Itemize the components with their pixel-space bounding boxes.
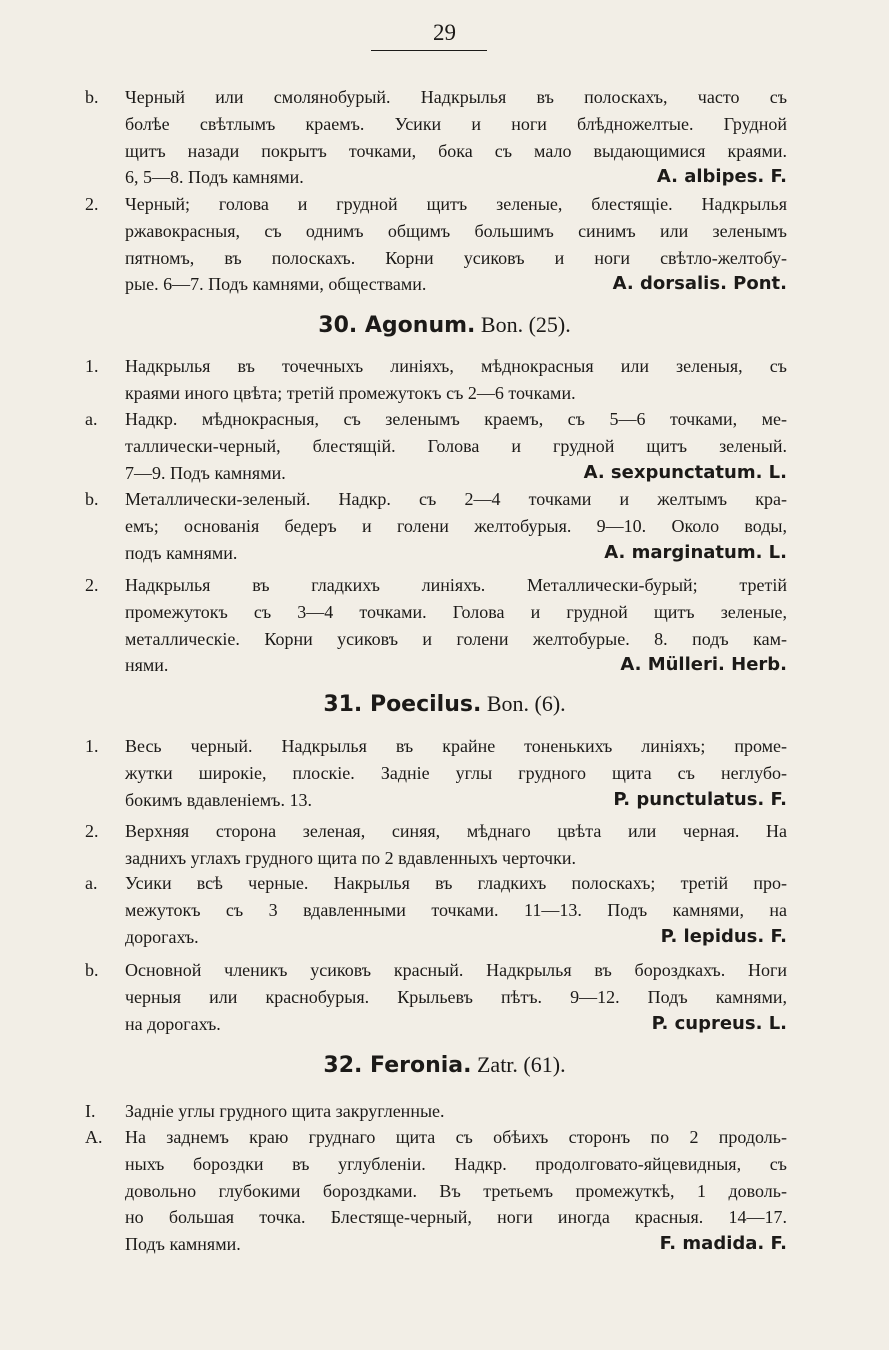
- entry-line: [85, 191, 787, 218]
- species-name: F. madida. F.: [659, 1233, 787, 1255]
- entry-line: [85, 486, 787, 513]
- entry-marker: I.: [85, 1101, 96, 1121]
- species-name: P. lepidus. F.: [660, 925, 787, 947]
- genus-name: 30. Agonum.: [318, 313, 476, 338]
- entry-text: металлическіе. Корни усиковъ и голени желтобурые. 8. подъ кам-: [125, 628, 787, 649]
- entry-text: Основной члeникъ усиковъ красный. Надкрылья въ бороздкахъ. Ноги: [125, 960, 787, 980]
- key-entry: [85, 818, 787, 872]
- key-entry: [85, 191, 787, 298]
- entry-line: [85, 957, 787, 984]
- entry-text: бокимъ вдавленіемъ. 13.: [125, 789, 312, 810]
- entry-text: На заднемъ краю груднаго щита съ обѣихъ сторонъ по 2 продоль-: [125, 1127, 787, 1147]
- entry-text: рые. 6—7. Подъ камнями, обществами.: [125, 274, 427, 295]
- entry-text: Металлически-зеленый. Надкр. съ 2—4 точками и желтымъ кра-: [125, 489, 787, 509]
- entry-line: [85, 138, 787, 165]
- genus-heading: [0, 1052, 889, 1078]
- key-entry: [85, 353, 787, 407]
- entry-line: [85, 1204, 787, 1231]
- entry-marker: a.: [85, 409, 98, 429]
- entry-line: [85, 245, 787, 272]
- entry-line: [85, 513, 787, 540]
- entry-line: [85, 652, 787, 679]
- entry-line: [85, 1178, 787, 1205]
- species-name: A. dorsalis. Pont.: [612, 273, 787, 295]
- entry-text: на дорогахъ.: [125, 1013, 221, 1034]
- entry-line: [85, 924, 787, 951]
- entry-text: 7—9. Подъ камнями.: [125, 462, 286, 483]
- entry-text: жутки широкіе, плоскіе. Задніе углы грудного щита съ неглубо-: [125, 762, 787, 783]
- entry-marker: 2.: [85, 194, 99, 214]
- entry-text: Надкрылья въ гладкихъ линіяхъ. Металлически-бурый; третій: [125, 575, 787, 595]
- page-number-rule: [371, 50, 487, 51]
- entry-line: [85, 760, 787, 787]
- entry-line: [85, 845, 787, 872]
- key-entry: [85, 1124, 787, 1258]
- entry-line: [85, 787, 787, 814]
- entry-text: но большая точка. Блестяще-черный, ноги иногда красныя. 14—17.: [125, 1207, 787, 1228]
- entry-text: болѣе свѣтлымъ краемъ. Усики и ноги блѣдножелтые. Грудной: [125, 113, 787, 134]
- entry-marker: 2.: [85, 575, 99, 595]
- entry-text: черныя или краснобурыя. Крыльевъ пѣтъ. 9—12. Подъ камнями,: [125, 986, 787, 1007]
- entry-line: [85, 218, 787, 245]
- species-name: A. Mülleri. Herb.: [620, 654, 787, 676]
- entry-line: [85, 733, 787, 760]
- entry-text: емъ; основанія бедеръ и голени желтобурыя. 9—10. Около воды,: [125, 515, 787, 536]
- genus-author: Bon. (25).: [480, 312, 571, 337]
- entry-text: Верхняя сторона зеленая, синяя, мѣднаго цвѣта или черная. На: [125, 821, 787, 841]
- entry-marker: 1.: [85, 356, 99, 376]
- entry-line: [85, 626, 787, 653]
- entry-line: [85, 1124, 787, 1151]
- entry-text: Подъ камнями.: [125, 1234, 241, 1255]
- entry-marker: A.: [85, 1127, 103, 1147]
- page-number: 29: [433, 20, 456, 45]
- entry-text: ныхъ бороздки въ углубленіи. Надкр. продолговато-яйцевидныя, съ: [125, 1153, 787, 1174]
- entry-text: нями.: [125, 655, 169, 676]
- key-entry: [85, 406, 787, 486]
- entry-text: дорогахъ.: [125, 926, 199, 947]
- genus-author: Bon. (6).: [486, 691, 566, 716]
- entry-text: краями иного цвѣта; третій промежутокъ съ 2—6 точками.: [125, 382, 576, 403]
- genus-name: 31. Poecilus.: [323, 692, 482, 717]
- entry-text: промежутокъ съ 3—4 точками. Голова и грудной щитъ зеленые,: [125, 601, 787, 622]
- entry-text: Усики всѣ черные. Накрылья въ гладкихъ полоскахъ; третій про-: [125, 873, 787, 893]
- entry-marker: b.: [85, 489, 99, 509]
- entry-text: заднихъ углахъ грудного щита по 2 вдавленныхъ черточки.: [125, 847, 576, 868]
- key-entry: [85, 486, 787, 566]
- entry-marker: 2.: [85, 821, 99, 841]
- entry-line: [85, 1011, 787, 1038]
- entry-text: ржавокрасныя, съ однимъ общимъ большимъ синимъ или зеленымъ: [125, 220, 787, 241]
- species-name: A. marginatum. L.: [604, 541, 787, 563]
- species-name: A. sexpunctatum. L.: [583, 461, 787, 483]
- entry-text: подъ камнями.: [125, 542, 238, 563]
- species-name: P. cupreus. L.: [651, 1012, 787, 1034]
- entry-line: [85, 984, 787, 1011]
- key-entry: [85, 870, 787, 950]
- key-entry: [85, 572, 787, 679]
- entry-line: [85, 353, 787, 380]
- entry-text: Задніе углы грудного щита закругленные.: [125, 1101, 445, 1121]
- entry-line: [85, 164, 787, 191]
- entry-line: [85, 1151, 787, 1178]
- entry-line: [85, 818, 787, 845]
- genus-author: Zatr. (61).: [476, 1052, 566, 1077]
- entry-line: [85, 406, 787, 433]
- species-name: A. albipes. F.: [656, 166, 787, 188]
- entry-text: щитъ назади покрытъ точками, бока съ мало выдающимися краями.: [125, 140, 787, 161]
- entry-text: Весь черный. Надкрылья въ крайне тоненькихъ линіяхъ; проме-: [125, 736, 787, 756]
- entry-text: довольно глубокими бороздками. Въ третьемъ промежуткѣ, 1 доволь-: [125, 1180, 787, 1201]
- entry-line: [85, 599, 787, 626]
- entry-text: 6, 5—8. Подъ камнями.: [125, 167, 304, 188]
- key-entry: [85, 957, 787, 1037]
- entry-line: [85, 433, 787, 460]
- entry-text: Черный; голова и грудной щитъ зеленые, блестящіе. Надкрылья: [125, 194, 787, 214]
- entry-text: таллически-черный, блестящій. Голова и грудной щитъ зеленый.: [125, 435, 787, 456]
- entry-line: [85, 897, 787, 924]
- entry-marker: b.: [85, 960, 99, 980]
- entry-line: [85, 380, 787, 407]
- entry-line: [85, 1231, 787, 1258]
- entry-line: [85, 1098, 787, 1125]
- entry-text: Надкр. мѣднокрасныя, съ зеленымъ краемъ, съ 5—6 точками, ме-: [125, 409, 787, 429]
- entry-text: пятномъ, въ полоскахъ. Корни усиковъ и ноги свѣтло-желтобу-: [125, 247, 787, 268]
- key-entry: [85, 733, 787, 813]
- genus-name: 32. Feronia.: [323, 1053, 472, 1078]
- entry-text: Надкрылья въ точечныхъ линіяхъ, мѣднокрасныя или зеленыя, съ: [125, 356, 787, 376]
- entry-marker: 1.: [85, 736, 99, 756]
- entry-text: Черный или смолянобурый. Надкрылья въ полоскахъ, часто съ: [125, 87, 787, 107]
- entry-line: [85, 572, 787, 599]
- genus-heading: [0, 312, 889, 338]
- entry-line: [85, 271, 787, 298]
- entry-line: [85, 84, 787, 111]
- entry-text: межутокъ съ 3 вдавленными точками. 11—13. Подъ камнями, на: [125, 899, 787, 920]
- entry-line: [85, 460, 787, 487]
- species-name: P. punctulatus. F.: [613, 788, 787, 810]
- entry-line: [85, 540, 787, 567]
- entry-marker: b.: [85, 87, 99, 107]
- entry-line: [85, 111, 787, 138]
- key-entry: [85, 1098, 787, 1125]
- genus-heading: [0, 691, 889, 717]
- key-entry: [85, 84, 787, 191]
- entry-marker: a.: [85, 873, 98, 893]
- entry-line: [85, 870, 787, 897]
